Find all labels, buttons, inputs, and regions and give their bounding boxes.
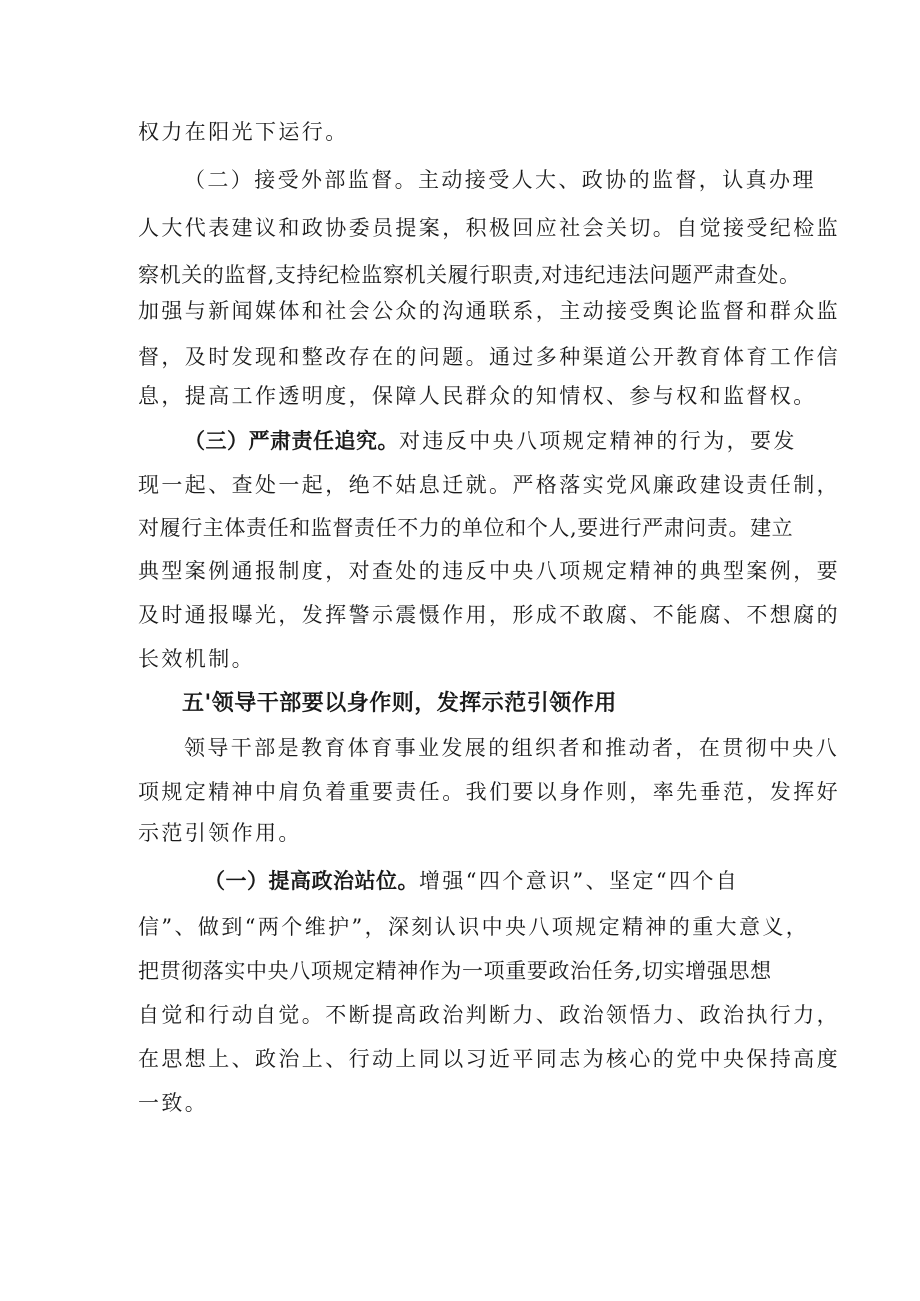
paragraph-line: 在思想上、政治上、行动上同以习近平同志为核心的党中央保持高度	[138, 1047, 840, 1071]
paragraph-line: 把贯彻落实中央八项规定精神作为一项重要政治任务,切实增强思想	[138, 959, 772, 983]
paragraph-line: 人大代表建议和政协委员提案，积极回应社会关切。自觉接受纪检监	[138, 216, 840, 240]
paragraph-line: 信”、做到“两个维护”，深刻认识中央八项规定精神的重大意义，	[138, 915, 810, 939]
paragraph-text: 增强“四个意识”、坚定“四个自	[419, 869, 740, 893]
section-heading: 五'领导干部要以身作则，发挥示范引领作用	[182, 691, 617, 716]
paragraph-line: 权力在阳光下运行。	[138, 120, 349, 144]
paragraph-line: 息，提高工作透明度，保障人民群众的知情权、参与权和监督权。	[138, 384, 817, 408]
paragraph-line: 督，及时发现和整改存在的问题。通过多种渠道公开教育体育工作信	[138, 345, 840, 369]
subsection-heading: （三）严肃责任追究。	[184, 429, 399, 453]
paragraph-text: 对违反中央八项规定精神的行为，要发	[399, 429, 797, 453]
paragraph-line: 现一起、查处一起，绝不姑息迁就。严格落实党风廉政建设责任制，	[138, 473, 840, 497]
paragraph-line: （二）接受外部监督。主动接受人大、政协的监督，认真办理	[184, 168, 816, 192]
paragraph-line	[184, 426, 797, 456]
paragraph-line: 察机关的监督,支持纪检监察机关履行职责,对违纪违法问题严肃查处。	[138, 263, 801, 287]
paragraph-line: 领导干部是教育体育事业发展的组织者和推动者，在贯彻中央八	[184, 736, 840, 760]
paragraph-line: 典型案例通报制度，对查处的违反中央八项规定精神的典型案例，要	[138, 559, 840, 583]
paragraph-line: 一致。	[138, 1091, 209, 1115]
paragraph-line: 及时通报曝光，发挥警示震慑作用，形成不敢腐、不能腐、不想腐的	[138, 603, 840, 627]
paragraph-line: 加强与新闻媒体和社会公众的沟通联系，主动接受舆论监督和群众监	[138, 299, 840, 323]
subsection-heading: （一）提高政治站位。	[204, 869, 419, 893]
paragraph-line: 长效机制。	[138, 647, 255, 671]
paragraph-line	[204, 866, 739, 896]
paragraph-line: 项规定精神中肩负着重要责任。我们要以身作则，率先垂范，发挥好	[138, 780, 840, 804]
paragraph-line: 示范引领作用。	[138, 821, 302, 845]
paragraph-line: 自觉和行动自觉。不断提高政治判断力、政治领悟力、政治执行力，	[138, 1003, 840, 1027]
paragraph-line: 对履行主体责任和监督责任不力的单位和个人,要进行严肃问责。建立	[138, 516, 794, 540]
